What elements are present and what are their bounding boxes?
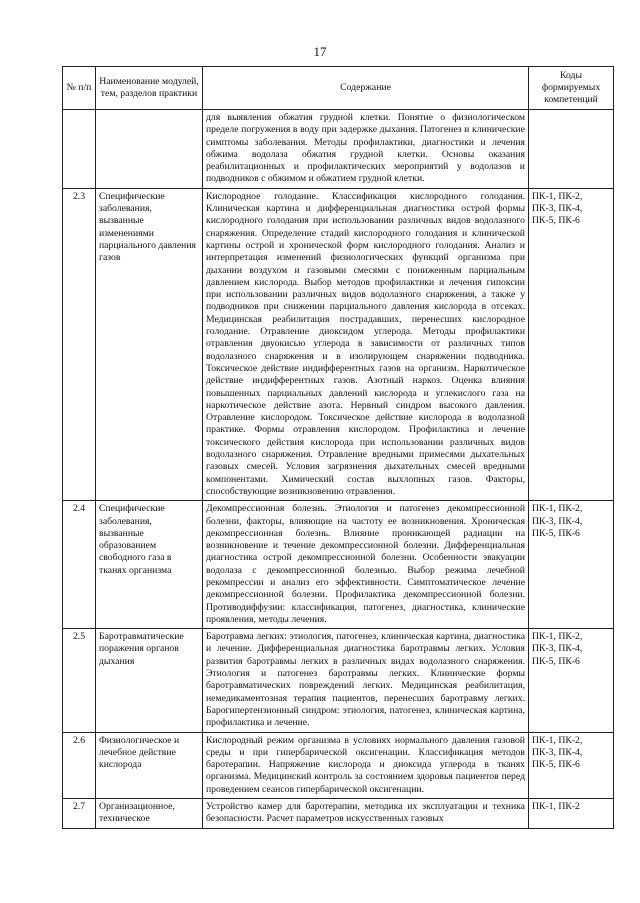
- code-line: ПК-5, ПК-6: [532, 655, 580, 667]
- row-name: Баротравматические поражения органов дыхания: [96, 629, 203, 732]
- row-codes: [529, 799, 614, 829]
- row-name: Организационное, техническое: [96, 799, 203, 829]
- row-content: Баротравма легких: этиология, патогенез, клиническая картина, диагностика и лечение. Дифференциальная диагностика баротравмы легких. Условия развития баротравмы легких в различных видах водолазного снаряжения. Этиология и патогенез баротравмы легких. Клинические формы баротравматических повреждений легких. Медицинская реабилитация, немедикаментозная терапия пациентов, перенесших баротравму легких. Барогипертензионный синдром: этиология, патогенез, клиническая картина, профилактика и лечение.: [203, 629, 529, 732]
- row-num: 2.7: [63, 799, 96, 829]
- code-line: ПК-1, ПК-2,: [532, 631, 583, 643]
- row-num: [63, 110, 96, 189]
- row-name: Специфические заболевания, вызванные изменениями парциального давления газов: [96, 188, 203, 500]
- code-line: ПК-1, ПК-2,: [532, 503, 583, 515]
- header-num: № п/п: [63, 67, 96, 110]
- row-codes: [529, 188, 614, 500]
- row-content: Декомпрессионная болезнь. Этиология и патогенез декомпрессионной болезни, факторы, влияющие на частоту ее возникновения. Хроническая декомпрессионная болезнь. Влияние проникающей радиации на возникновение и течение декомпрессионной болезни. Дифференциальная диагностика острой декомпрессионной болезни. Особенности эвакуации водолаза с декомпрессионной болезнью. Выбор режима лечебной рекомпрессии и анализ его эффективности. Симптоматическое лечение декомпрессионной болезни. Профилактика декомпрессионной болезни. Противодиффузии: классификация, патогенез, диагностика, клинические проявления, методы лечения.: [203, 501, 529, 629]
- table-row: [63, 188, 614, 500]
- curriculum-table: [62, 66, 614, 829]
- code-line: ПК-3, ПК-4,: [532, 746, 583, 758]
- code-line: ПК-1, ПК-2,: [532, 734, 583, 746]
- code-line: ПК-3, ПК-4,: [532, 203, 583, 215]
- row-num: 2.4: [63, 501, 96, 629]
- row-content: для выявления обжатия грудной клетки. Понятие о физиологическом пределе погружения в воду при задержке дыхания. Патогенез и клинические симптомы заболевания. Методы профилактики, диагностики и лечения обжима водолаза обжатия грудной клетки. Основы оказания реабилитационных и профилактических мероприятий у водолазов и подводников с обжимом и обжатием грудной клетки.: [203, 110, 529, 189]
- row-num: 2.5: [63, 629, 96, 732]
- header-content: Содержание: [203, 67, 529, 110]
- header-codes: Коды формируемых компетенций: [529, 67, 614, 110]
- code-line: ПК-1, ПК-2,: [532, 190, 583, 202]
- table-row: [63, 732, 614, 798]
- table-row: [63, 799, 614, 829]
- row-num: 2.6: [63, 732, 96, 798]
- code-line: ПК-1, ПК-2: [532, 801, 580, 813]
- row-codes: [529, 629, 614, 732]
- code-line: ПК-5, ПК-6: [532, 215, 580, 227]
- code-line: ПК-3, ПК-4,: [532, 643, 583, 655]
- row-codes: [529, 732, 614, 798]
- code-line: ПК-5, ПК-6: [532, 759, 580, 771]
- table-header-row: [63, 67, 614, 110]
- row-num: 2.3: [63, 188, 96, 500]
- table-row: [63, 629, 614, 732]
- row-name: [96, 110, 203, 189]
- row-name: Специфические заболевания, вызванные образованием свободного газа в тканях организма: [96, 501, 203, 629]
- row-name: Физиологическое и лечебное действие кислорода: [96, 732, 203, 798]
- table-row: [63, 501, 614, 629]
- header-name: Наименование модулей, тем, разделов практики: [96, 67, 203, 110]
- row-content: Кислородный режим организма в условиях нормального давления газовой среды и при гипербарической оксигенации. Классификация методов баротерапии. Напряжение кислорода и диоксида углерода в тканях организма. Медицинский контроль за состоянием здоровья пациентов перед проведением сеансов гипербарической оксигенации.: [203, 732, 529, 798]
- row-content: Кислородное голодание. Классификация кислородного голодания. Клиническая картина и дифференциальная диагностика острой формы кислородного голодания при использовании различных видов водолазного снаряжения. Определение стадий кислородного голодания и клинической картины острой и хронической форм кислородного голодания. Анализ и интерпретация изменений физиологических функций организма при дыхании воздухом и газовыми смесями с пониженным парциальным давлением кислорода. Выбор методов профилактики и лечения гипоксии при использовании различных видов водолазного снаряжения, а также у подводников при снижении парциального давления кислорода в отсеках. Медицинская реабилитация пострадавших, перенесших кислородное голодание. Отравление диоксидом углерода. Методы профилактики отравления двуокисью углерода в зависимости от различных типов водолазного снаряжения и в изолирующем снаряжении подводника. Токсическое действие индифферентных газов на организм. Наркотическое действие индифферентных газов. Азотный наркоз. Оценка влияния повышенных парциальных давлений кислорода и углекислого газа на наркотическое действие азота. Нервный синдром высокого давления. Отравление кислородом. Токсическое действие кислорода в водолазной практике. Формы отравления кислородом. Профилактика и лечение токсического действия кислорода при использовании различных видов водолазного снаряжения. Отравление вредными примесями дыхательных газовых смесей. Условия загрязнения дыхательных смесей вредными компонентами. Химический состав выхлопных газов. Факторы, способствующие возникновению отравления.: [203, 188, 529, 500]
- page-number: 17: [313, 44, 327, 59]
- row-content: Устройство камер для баротерапии, методика их эксплуатации и техника безопасности. Расчет параметров искусственных газовых: [203, 799, 529, 829]
- row-codes: [529, 110, 614, 189]
- code-line: ПК-5, ПК-6: [532, 527, 580, 539]
- code-line: ПК-3, ПК-4,: [532, 515, 583, 527]
- row-codes: [529, 501, 614, 629]
- table-row: [63, 110, 614, 189]
